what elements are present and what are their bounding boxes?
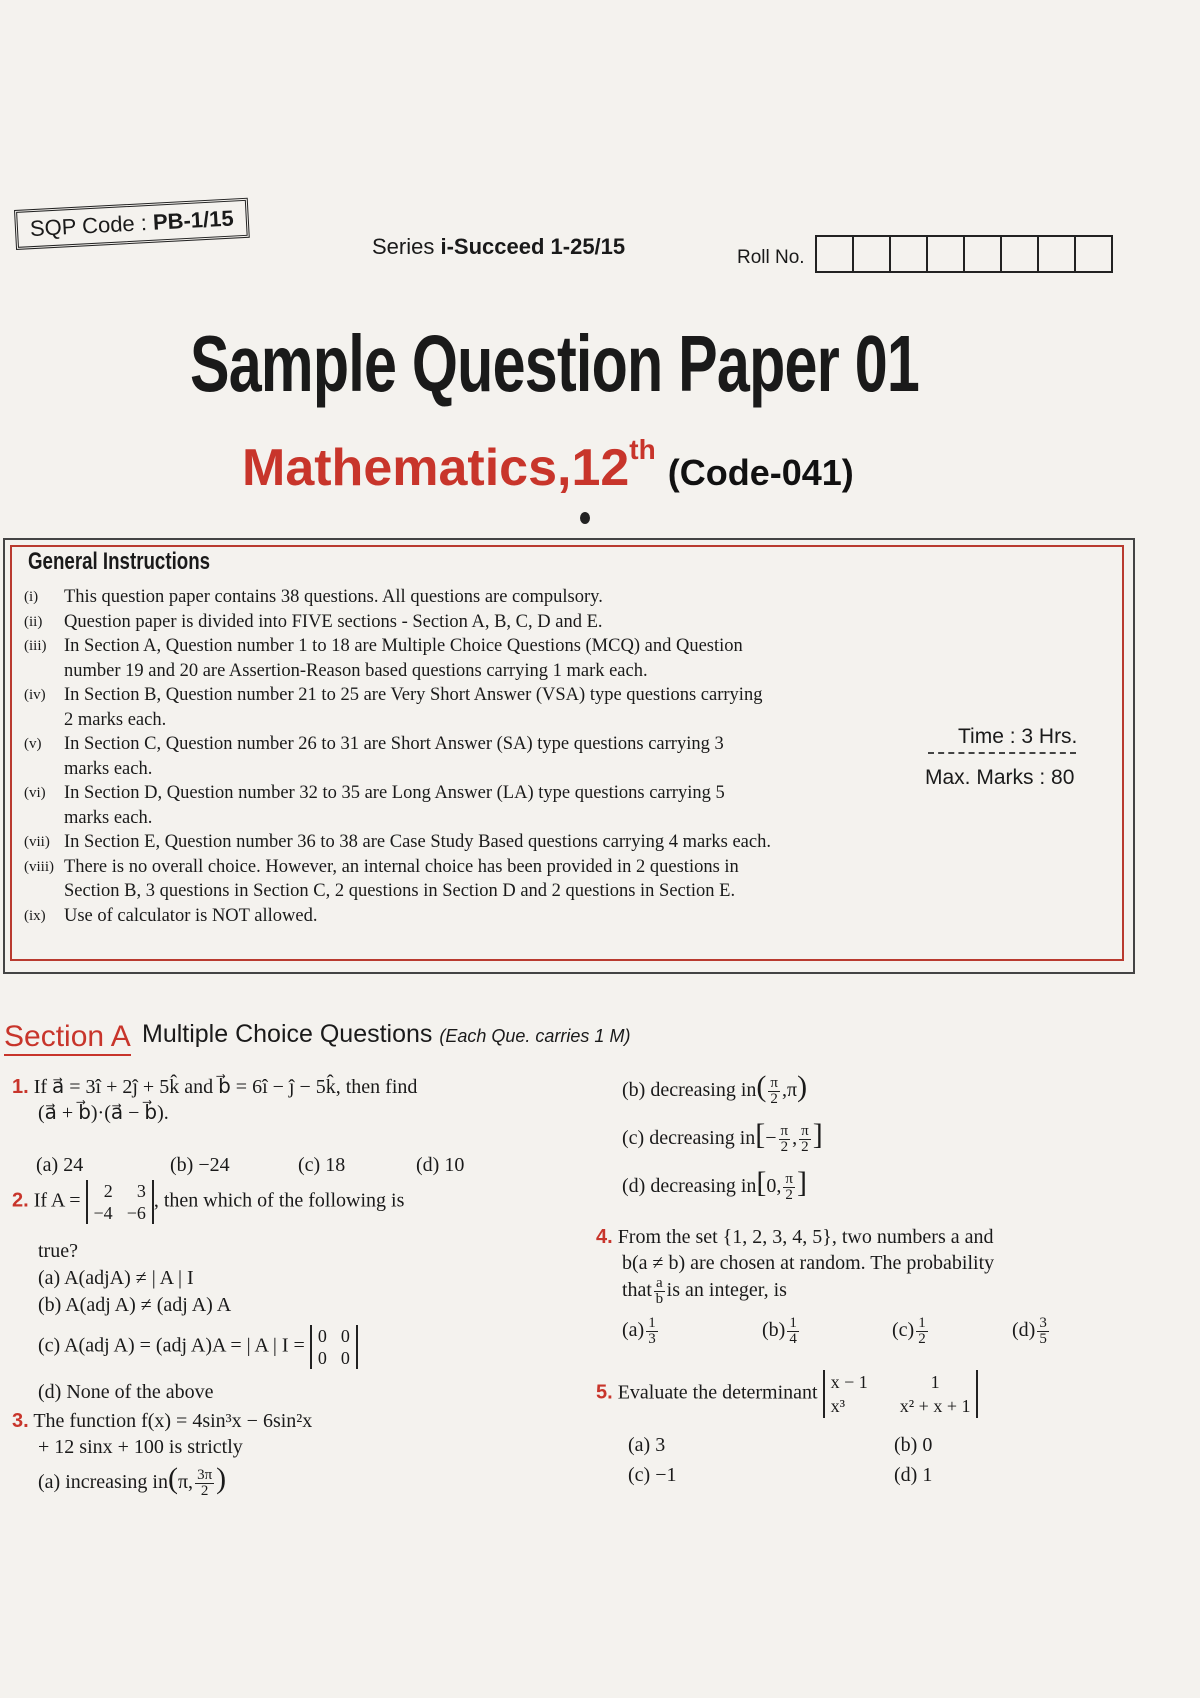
- instruction-text: In Section B, Question number 21 to 25 are Very Short Answer (VSA) type questions carrying: [64, 685, 763, 705]
- q5-option-b[interactable]: (b) 0: [894, 1434, 933, 1456]
- q1-option-c[interactable]: (c) 18: [298, 1154, 346, 1176]
- q5-options: [628, 1430, 1048, 1490]
- instruction-item: [24, 683, 934, 708]
- series-value: i-Succeed 1-25/15: [440, 234, 626, 259]
- determinant: x − 1 1 x³ x² + x + 1: [823, 1370, 979, 1418]
- matrix-a: 2 3 −4 −6: [86, 1180, 154, 1224]
- q2-option-c[interactable]: (c) A(adj A) = (adj A)A = | A | I = 0 0 0 0: [38, 1325, 578, 1369]
- instruction-text-continued: Section B, 3 questions in Section C, 2 questions in Section D and 2 questions in Section E.: [64, 881, 736, 901]
- instruction-item: [24, 634, 934, 659]
- decorative-dot: [580, 512, 590, 524]
- subject-line: Mathematics,12th(Code-041): [242, 434, 854, 497]
- instruction-item: [24, 610, 934, 635]
- instruction-number: (ix): [24, 907, 46, 924]
- instruction-text-continued: 2 marks each.: [64, 709, 167, 730]
- sqp-label: SQP Code :: [29, 209, 154, 242]
- question-2: 2. If A = 2 3 −4 −6 , then which of the following is: [12, 1181, 405, 1223]
- q4-option-a[interactable]: (a) $\frac{1}{3}$: [622, 1315, 656, 1347]
- sqp-code-box: [14, 198, 250, 250]
- time-allowed: Time : 3 Hrs.: [958, 725, 1078, 748]
- instruction-text: In Section E, Question number 36 to 38 are Case Study Based questions carrying 4 marks each.: [64, 832, 771, 852]
- sqp-code: PB-1/15: [152, 205, 235, 235]
- subject-code: (Code-041): [667, 452, 854, 493]
- instruction-text: In Section A, Question number 1 to 18 are Multiple Choice Questions (MCQ) and Question: [64, 636, 743, 656]
- instruction-number: (iii): [24, 638, 47, 654]
- instruction-item: [24, 732, 934, 757]
- q1-option-b[interactable]: (b) −24: [170, 1154, 230, 1176]
- instruction-text-continued: marks each.: [64, 807, 153, 828]
- q3-option-c[interactable]: (c) decreasing in[− $\frac{\pi}{2}$ , $\frac{\pi}{2}$ ]: [622, 1118, 823, 1155]
- instruction-item: [24, 855, 934, 880]
- q4-option-b[interactable]: (b) $\frac{1}{4}$: [762, 1315, 797, 1347]
- instruction-text-continued: number 19 and 20 are Assertion-Reason based questions carrying 1 mark each.: [64, 660, 648, 681]
- q1-option-a[interactable]: (a) 24: [36, 1154, 84, 1176]
- instruction-text: In Section C, Question number 26 to 31 are Short Answer (SA) type questions carrying 3: [64, 734, 724, 754]
- q1-option-d[interactable]: (d) 10: [416, 1154, 465, 1176]
- roll-number-boxes[interactable]: [815, 235, 1113, 273]
- question-1: 1. If a⃗ = 3î + 2ĵ + 5k̂ and b⃗ = 6î − ĵ − 5k̂, then find (a⃗ + b⃗)·(a⃗ − b⃗).: [12, 1076, 418, 1124]
- instruction-number: (i): [24, 589, 39, 605]
- instruction-text: In Section D, Question number 32 to 35 are Long Answer (LA) type questions carrying 5: [64, 783, 725, 803]
- question-3: 3. The function f(x) = 4sin³x − 6sin²x + 12 sinx + 100 is strictly: [12, 1410, 313, 1458]
- instruction-number: (ii): [24, 613, 43, 630]
- q3-option-b[interactable]: (b) decreasing in( $\frac{\pi}{2}$ ,π): [622, 1070, 808, 1107]
- q2-option-a[interactable]: (a) A(adjA) ≠ | A | I: [38, 1267, 194, 1289]
- instructions-list: [24, 585, 934, 928]
- q3-option-a[interactable]: (a) increasing in(π, $\frac{3\pi}{2}$ ): [38, 1462, 227, 1499]
- q2-option-d[interactable]: (d) None of the above: [38, 1381, 214, 1403]
- instruction-item: [24, 830, 934, 855]
- q2-option-b[interactable]: (b) A(adj A) ≠ (adj A) A: [38, 1294, 232, 1316]
- q5-option-a[interactable]: (a) 3: [628, 1434, 666, 1456]
- q3-option-d[interactable]: (d) decreasing in[0, $\frac{\pi}{2}$ ]: [622, 1166, 807, 1203]
- instruction-item: [24, 904, 934, 929]
- page-title: Sample Question Paper 01: [190, 319, 920, 408]
- section-note: (Each Que. carries 1 M): [439, 1026, 631, 1046]
- instructions-title: General Instructions: [28, 548, 211, 575]
- q5-option-c[interactable]: (c) −1: [628, 1464, 677, 1486]
- question-5: 5. Evaluate the determinant x − 1 1 x³ x² + x + 1: [596, 1370, 978, 1418]
- instruction-number: (vii): [24, 834, 50, 850]
- instruction-text: Question paper is divided into FIVE sections - Section A, B, C, D and E.: [64, 611, 603, 632]
- section-title: Multiple Choice Questions (Each Que. carries 1 M): [142, 1020, 631, 1048]
- divider: [928, 752, 1076, 754]
- max-marks: Max. Marks : 80: [925, 766, 1075, 789]
- q1-options: [36, 1152, 556, 1178]
- q2-options: true? (a) A(adjA) ≠ | A | I (b) A(adj A) ≠ (adj A) A (c) A(adj A) = (adj A)A = | A | I = 0 0 0 0 (d) None of the above: [38, 1238, 578, 1406]
- instruction-text: Use of calculator is NOT allowed.: [64, 905, 318, 926]
- instruction-number: (vi): [24, 785, 46, 801]
- instruction-text: There is no overall choice. However, an internal choice has been provided in 2 questions in: [64, 856, 739, 877]
- q4-options: [622, 1316, 1162, 1347]
- instruction-item: [24, 585, 934, 610]
- q4-option-c[interactable]: (c) $\frac{1}{2}$: [892, 1315, 926, 1347]
- instruction-number: (v): [24, 736, 42, 752]
- instruction-number: (iv): [24, 687, 46, 703]
- q5-option-d[interactable]: (d) 1: [894, 1464, 933, 1486]
- series-line: Series i-Succeed 1-25/15: [372, 234, 626, 259]
- question-4: 4. From the set {1, 2, 3, 4, 5}, two numbers a and b(a ≠ b) are chosen at random. The probability that $\frac{a}{b}$ is an integer, is: [596, 1226, 995, 1307]
- roll-label: Roll No.: [737, 247, 805, 268]
- q4-option-d[interactable]: (d) $\frac{3}{5}$: [1012, 1315, 1047, 1347]
- instruction-item: [24, 781, 934, 806]
- instruction-text-continued: marks each.: [64, 758, 153, 779]
- instruction-number: (viii): [24, 858, 54, 875]
- instruction-text: This question paper contains 38 questions. All questions are compulsory.: [64, 587, 603, 607]
- section-label: Section A: [4, 1020, 131, 1056]
- zero-matrix: 0 0 0 0: [310, 1325, 358, 1369]
